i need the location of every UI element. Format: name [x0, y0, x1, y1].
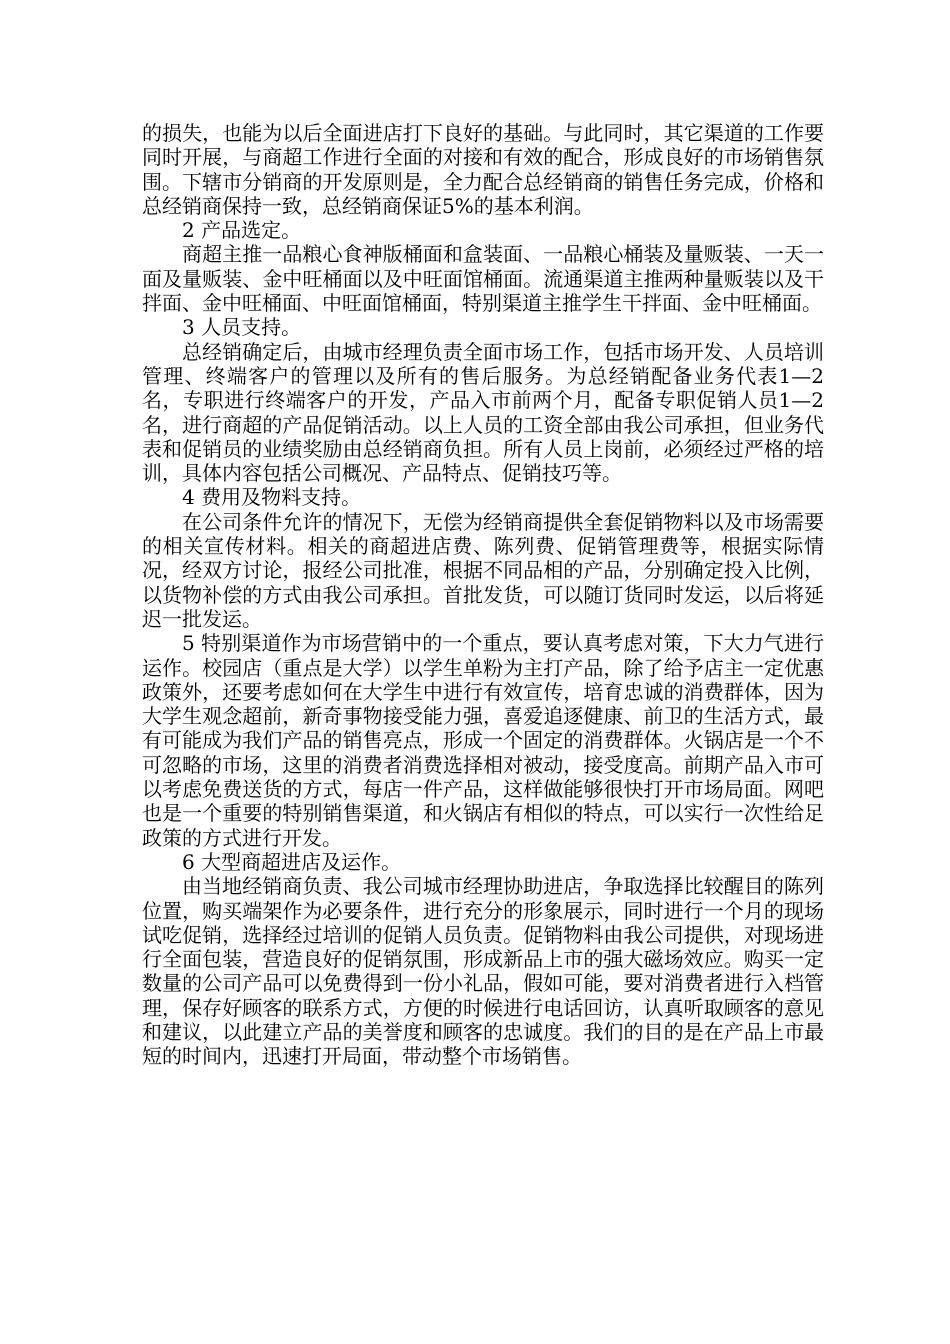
paragraph-staff: 总经销确定后，由城市经理负责全面市场工作，包括市场开发、人员培训管理、终端客户的管理以及所有的售后服务。为总经销配备业务代表1—2名，专职进行终端客户的开发，产品入市前两个月，配备专职促销人员1—2名，进行商超的产品促销活动。以上人员的工资全部由我公司承担，但业务代表和促销员的业绩奖励由总经销商负担。所有人员上岗前，必须经过严格的培训，具体内容包括公司概况、产品特点、促销技巧等。	[142, 339, 824, 486]
paragraph-special-channel: 5 特别渠道作为市场营销中的一个重点，要认真考虑对策，下大力气进行运作。校园店（重点是大学）以学生单粉为主打产品，除了给予店主一定优惠政策外，还要考虑如何在大学生中进行有效宣传，培育忠诚的消费群体，因为大学生观念超前，新奇事物接受能力强，喜爱追逐健康、前卫的生活方式，最有可能成为我们产品的销售亮点，形成一个固定的消费群体。火锅店是一个不可忽略的市场，这里的消费者消费选择相对被动，接受度高。前期产品入市可以考虑免费送货的方式，每店一件产品，这样做能够很快打开市场局面。网吧也是一个重要的特别销售渠道，和火锅店有相似的特点，可以实行一次性给足政策的方式进行开发。	[142, 631, 824, 850]
paragraph-cost: 在公司条件允许的情况下，无偿为经销商提供全套促销物料以及市场需要的相关宣传材料。相关的商超进店费、陈列费、促销管理费等，根据实际情况，经双方讨论，报经公司批准，根据不同品相的产品，分别确定投入比例，以货物补偿的方式由我公司承担。首批发货，可以随订货同时发运，以后将延迟一批发运。	[142, 509, 824, 631]
section-heading-product: 2 产品选定。	[182, 218, 302, 243]
document-body	[142, 121, 824, 1069]
section-heading-cost: 4 费用及物料支持。	[182, 485, 362, 510]
section-heading-supermarket: 6 大型商超进店及运作。	[182, 849, 402, 874]
paragraph-supermarket: 由当地经销商负责、我公司城市经理协助进店，争取选择比较醒目的陈列位置，购买端架作为必要条件，进行充分的形象展示，同时进行一个月的现场试吃促销，选择经过培训的促销人员负责。促销物料由我公司提供，对现场进行全面包装，营造良好的促销氛围，形成新品上市的强大磁场效应。购买一定数量的公司产品可以免费得到一份小礼品，假如可能，要对消费者进行入档管理，保存好顾客的联系方式，方便的时候进行电话回访，认真听取顾客的意见和建议，以此建立产品的美誉度和顾客的忠诚度。我们的目的是在产品上市最短的时间内，迅速打开局面，带动整个市场销售。	[142, 874, 824, 1069]
section-heading-staff: 3 人员支持。	[182, 315, 302, 340]
paragraph-product: 商超主推一品粮心食神版桶面和盒装面、一品粮心桶装及量贩装、一天一面及量贩装、金中旺桶面以及中旺面馆桶面。流通渠道主推两种量贩装以及干拌面、金中旺桶面、中旺面馆桶面，特别渠道主推学生干拌面、金中旺桶面。	[142, 242, 824, 316]
paragraph-intro: 的损失，也能为以后全面进店打下良好的基础。与此同时，其它渠道的工作要同时开展，与商超工作进行全面的对接和有效的配合，形成良好的市场销售氛围。下辖市分销商的开发原则是，全力配合总经销商的销售任务完成，价格和总经销商保持一致，总经销商保证5%的基本利润。	[142, 121, 824, 218]
